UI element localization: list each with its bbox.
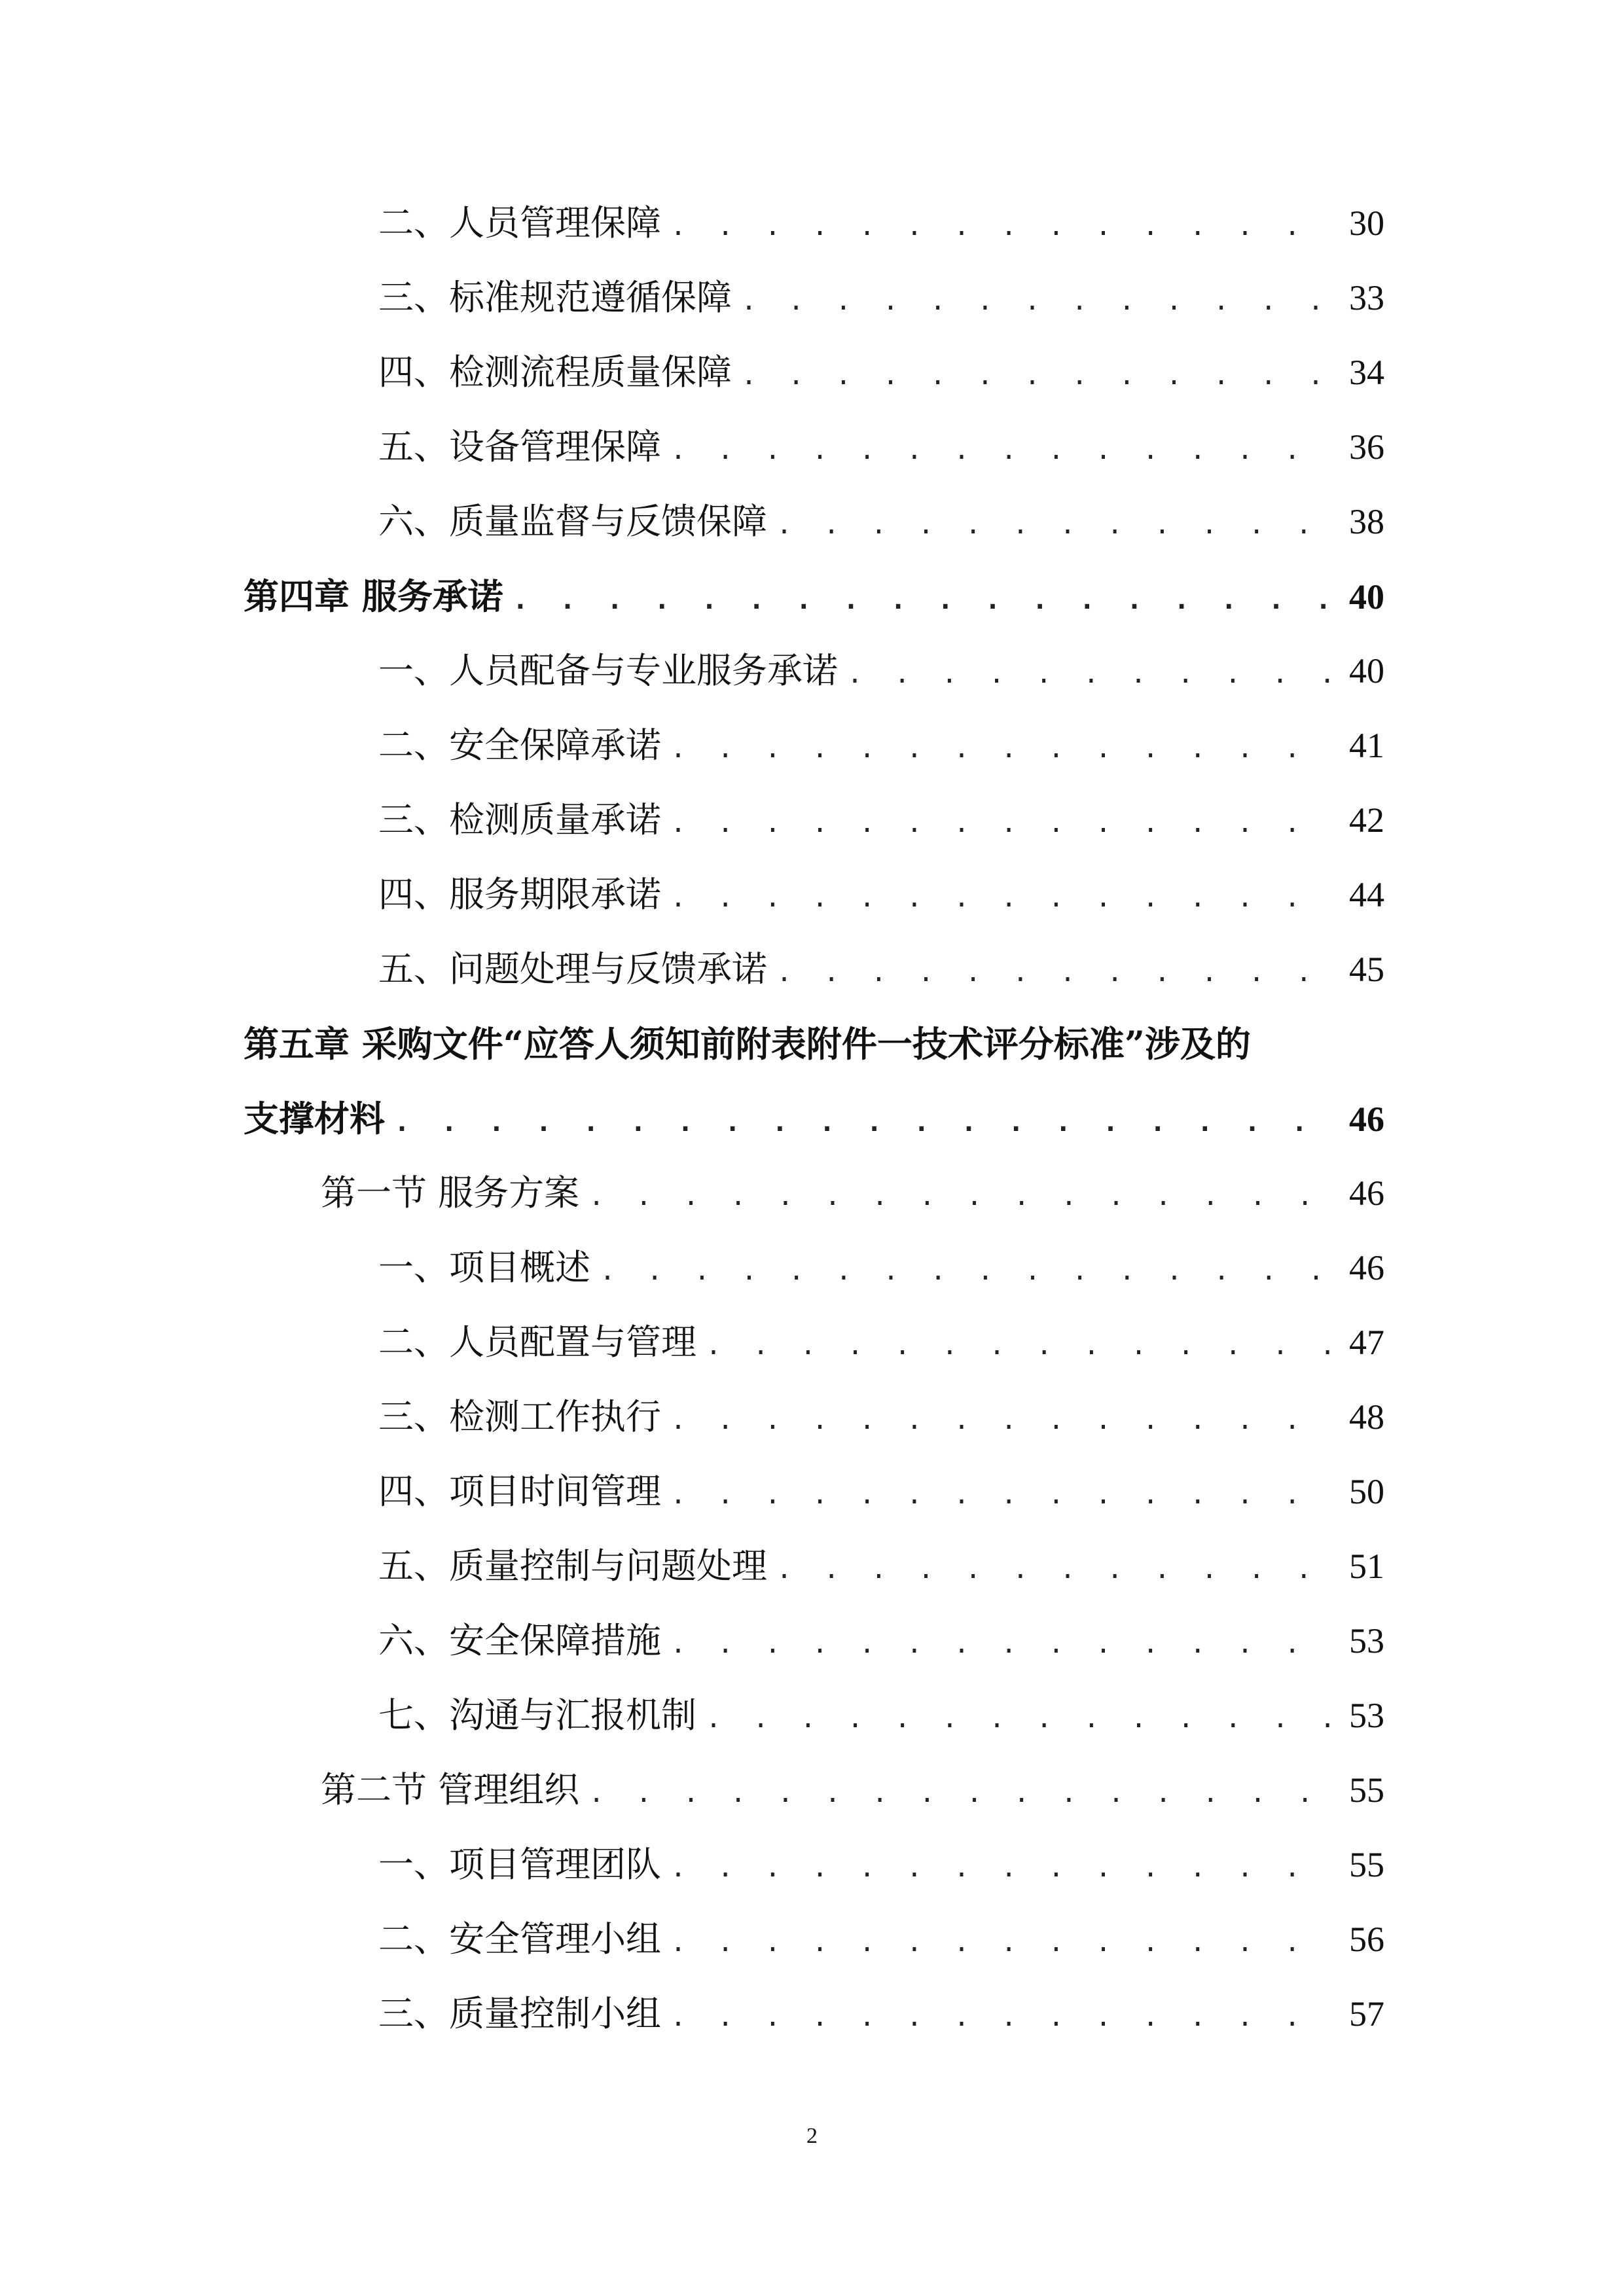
toc-entry[interactable] [244,708,1384,783]
toc-entry-title: 一、项目管理团队 [378,1844,661,1885]
toc-entry-page: 33 [1349,278,1384,317]
toc-entry-page: 40 [1349,577,1384,617]
toc-entry-page: 38 [1349,502,1384,541]
toc-entry-title: 五、质量控制与问题处理 [378,1545,767,1587]
toc-entry-page: 46 [1349,1100,1384,1139]
toc-dot-leader [588,1159,1336,1234]
toc-entry-title: 二、安全管理小组 [378,1918,661,1960]
toc-entry[interactable] [244,783,1384,857]
toc-dot-leader [670,189,1336,264]
toc-entry[interactable] [244,857,1384,932]
toc-entry-title: 三、质量控制小组 [378,1993,661,2034]
toc-entry[interactable] [244,186,1384,260]
toc-entry-page: 53 [1349,1621,1384,1660]
page-number: 2 [806,2124,818,2148]
toc-entry-page: 55 [1349,1845,1384,1884]
table-of-contents [244,186,1384,2051]
toc-entry[interactable] [244,1529,1384,1604]
toc-entry-page: 30 [1349,204,1384,243]
toc-dot-leader [670,786,1336,861]
toc-dot-leader [670,1607,1336,1681]
toc-entry-title: 五、设备管理保障 [378,426,661,467]
toc-entry-title: 第二节 管理组织 [321,1769,580,1810]
toc-chapter-entry-line2[interactable] [244,1081,1384,1156]
toc-entry[interactable] [244,335,1384,410]
toc-entry[interactable] [244,484,1384,559]
toc-entry-title: 六、安全保障措施 [378,1620,661,1661]
toc-entry[interactable] [244,1454,1384,1529]
toc-dot-leader [513,563,1336,637]
toc-section-entry[interactable] [244,1156,1384,1230]
toc-entry[interactable] [244,932,1384,1007]
toc-entry-title: 五、问题处理与反馈承诺 [378,948,767,990]
toc-entry-page: 47 [1349,1323,1384,1362]
toc-dot-leader [847,637,1336,711]
toc-entry-page: 55 [1349,1770,1384,1810]
toc-dot-leader [776,488,1336,562]
toc-entry[interactable] [244,1827,1384,1902]
toc-entry-title: 七、沟通与汇报机制 [378,1695,696,1736]
toc-entry-title: 四、项目时间管理 [378,1471,661,1512]
toc-entry-title: 三、检测工作执行 [378,1396,661,1437]
toc-dot-leader [670,861,1336,935]
toc-entry-page: 36 [1349,427,1384,467]
toc-entry-title: 第一节 服务方案 [321,1172,580,1213]
toc-chapter-entry-line1[interactable] [244,1007,1384,1081]
toc-entry[interactable] [244,260,1384,335]
toc-entry-title: 支撑材料 [244,1098,385,1139]
toc-entry-page: 51 [1349,1547,1384,1586]
toc-dot-leader [706,1681,1336,1756]
toc-dot-leader [670,711,1336,786]
toc-entry-page: 40 [1349,651,1384,691]
toc-dot-leader [670,1458,1336,1532]
toc-dot-leader [670,1980,1336,2054]
toc-dot-leader [670,1905,1336,1980]
toc-entry[interactable] [244,1977,1384,2051]
toc-entry-page: 42 [1349,800,1384,840]
toc-entry[interactable] [244,1902,1384,1977]
toc-dot-leader [670,1831,1336,1905]
toc-entry[interactable] [244,1604,1384,1678]
toc-entry-title: 一、人员配备与专业服务承诺 [378,650,838,691]
toc-entry-page: 48 [1349,1397,1384,1437]
toc-dot-leader [670,413,1336,488]
toc-entry-page: 50 [1349,1472,1384,1511]
toc-entry-title: 三、标准规范遵循保障 [378,277,732,318]
toc-entry-page: 34 [1349,353,1384,392]
toc-entry[interactable] [244,634,1384,708]
toc-entry-title: 二、人员配置与管理 [378,1321,696,1363]
toc-entry[interactable] [244,410,1384,484]
toc-entry-page: 41 [1349,726,1384,765]
toc-entry-title: 二、人员管理保障 [378,202,661,243]
toc-dot-leader [706,1308,1336,1383]
toc-dot-leader [741,338,1336,413]
toc-entry[interactable] [244,1230,1384,1305]
toc-entry-page: 44 [1349,875,1384,914]
toc-entry-page: 46 [1349,1248,1384,1287]
toc-entry-title: 三、检测质量承诺 [378,799,661,840]
toc-dot-leader [588,1756,1336,1831]
toc-entry-title: 一、项目概述 [378,1247,590,1288]
toc-entry[interactable] [244,1305,1384,1380]
toc-entry-page: 45 [1349,950,1384,989]
toc-dot-leader [394,1085,1336,1160]
toc-dot-leader [776,1532,1336,1607]
toc-entry-title: 四、检测流程质量保障 [378,351,732,393]
toc-dot-leader [600,1234,1336,1308]
toc-entry-title: 六、质量监督与反馈保障 [378,501,767,542]
toc-entry-title: 第四章 服务承诺 [244,575,503,617]
toc-dot-leader [670,1383,1336,1458]
toc-entry[interactable] [244,1678,1384,1753]
toc-entry-page: 56 [1349,1920,1384,1959]
toc-entry-title: 第五章 采购文件“应答人须知前附表附件一技术评分标准”涉及的 [244,1023,1251,1065]
toc-dot-leader [741,264,1336,338]
toc-chapter-entry[interactable] [244,559,1384,634]
toc-entry-title: 二、安全保障承诺 [378,725,661,766]
toc-entry-page: 57 [1349,1994,1384,2034]
toc-entry[interactable] [244,1380,1384,1454]
toc-entry-title: 四、服务期限承诺 [378,874,661,915]
toc-entry-page: 53 [1349,1696,1384,1735]
toc-dot-leader [776,935,1336,1010]
toc-entry-page: 46 [1349,1174,1384,1213]
toc-section-entry[interactable] [244,1753,1384,1827]
